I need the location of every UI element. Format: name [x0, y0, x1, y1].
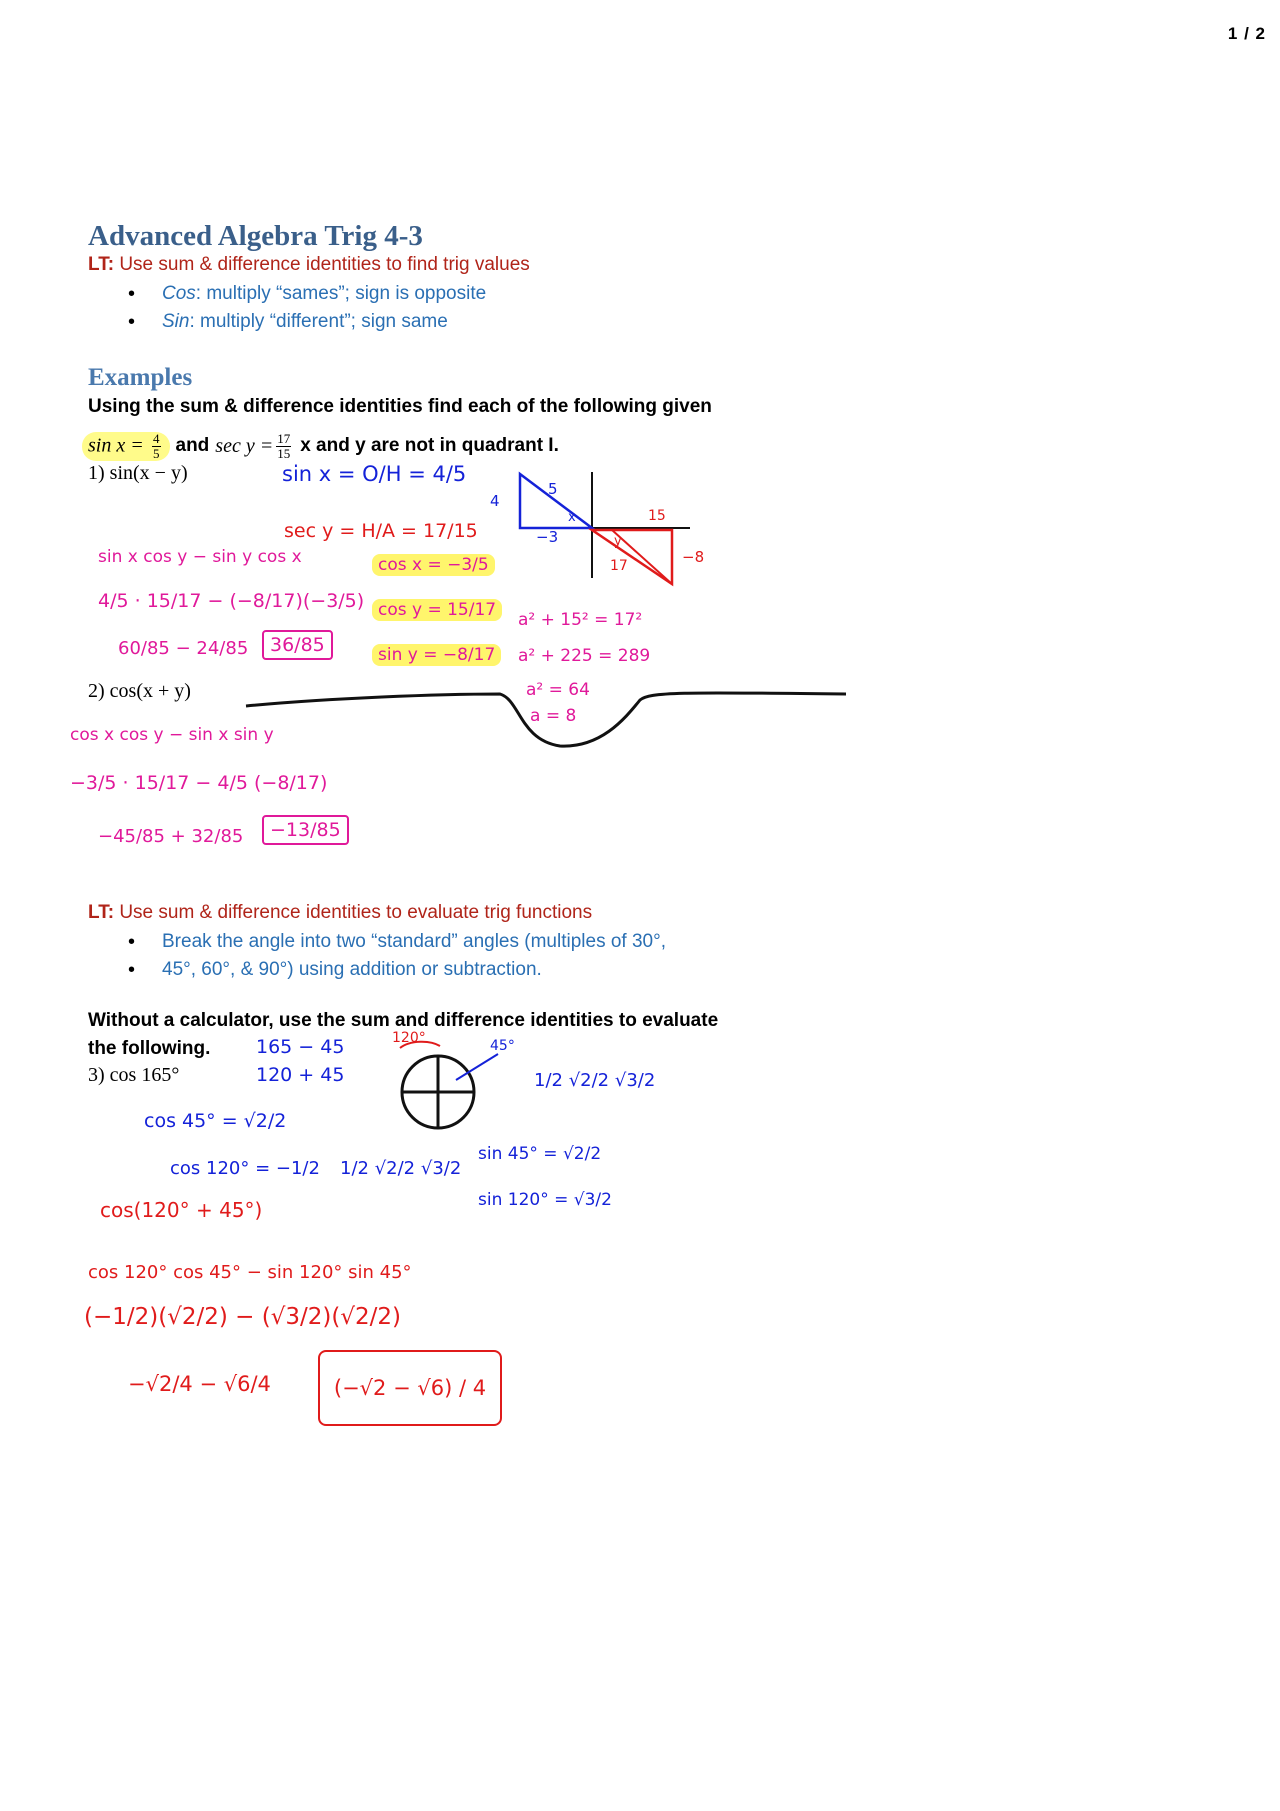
triangle-label-15: 15: [648, 508, 666, 524]
given-statement: sin x = $\frac{4}{5}$ and sec y = $\frac{17}{15}$ x and y are not in quadrant I.: [82, 428, 559, 464]
list-item: • Break the angle into two “standard” angles (multiples of 30°,: [128, 928, 666, 956]
red-reference-triangle: [592, 530, 672, 584]
hand-angle-120: 120°: [392, 1030, 426, 1046]
lt2-text: Use sum & difference identities to evaluate trig functions: [119, 902, 593, 923]
answer-3-box: (−√2 − √6) / 4: [318, 1350, 502, 1426]
hand-identity-2: cos x cos y − sin x sin y: [70, 725, 274, 745]
hand-sin120: sin 120° = √3/2: [478, 1190, 612, 1210]
divider-curve: [246, 693, 846, 746]
fraction: $\frac{4}{5}$: [153, 430, 160, 461]
answer-2-box: −13/85: [262, 815, 349, 845]
angle-120-arc: [400, 1042, 440, 1048]
answer-1-box: 36/85: [262, 630, 333, 660]
hand-cos120: cos 120° = −1/2: [170, 1158, 320, 1179]
hand-pyth-1: a² + 15² = 17²: [518, 610, 643, 630]
hand-sub-3b: −√2/4 − √6/4: [128, 1372, 271, 1396]
fraction: $\frac{17}{15}$: [277, 430, 291, 461]
given-highlight: sin x = $\frac{4}{5}$: [82, 432, 170, 461]
hand-sub-3: (−1/2)(√2/2) − (√3/2)(√2/2): [84, 1304, 401, 1330]
calc-intro-line-2: the following.: [88, 1038, 211, 1059]
examples-heading: Examples: [88, 364, 193, 391]
triangle-label-5: 5: [548, 480, 558, 498]
triangle-label-minus3: −3: [536, 528, 559, 546]
hand-sub-2b: −45/85 + 32/85: [98, 826, 244, 847]
unit-circle: [402, 1056, 474, 1128]
lt1-label: LT:: [88, 254, 115, 275]
problem-3: 3) cos 165°: [88, 1064, 180, 1086]
hand-pyth-2: a² + 225 = 289: [518, 646, 651, 666]
hand-cos45: cos 45° = √2/2: [144, 1110, 287, 1132]
hand-split-1: 165 − 45: [256, 1036, 345, 1058]
hand-pyth-3: a² = 64: [526, 680, 590, 700]
hand-secy: sec y = H/A = 17/15: [284, 520, 478, 542]
hand-sinx: sin x = O/H = 4/5: [282, 462, 467, 486]
blue-reference-triangle: [520, 474, 592, 528]
hand-identity-1: sin x cos y − sin y cos x: [98, 547, 302, 567]
triangle-label-minus8: −8: [682, 548, 705, 566]
triangle-label-17: 17: [610, 558, 628, 574]
triangle-label-y: y: [614, 534, 622, 549]
hand-ref-values-2: 1/2 √2/2 √3/2: [340, 1158, 462, 1179]
problem-2: 2) cos(x + y): [88, 680, 191, 702]
red-triangle-edge: [612, 530, 672, 584]
hand-sin45: sin 45° = √2/2: [478, 1144, 602, 1164]
rule-key: Cos: [162, 283, 196, 304]
hand-split-2: 120 + 45: [256, 1064, 345, 1086]
hand-siny: sin y = −8/17: [372, 645, 501, 665]
hand-pyth-4: a = 8: [530, 706, 577, 726]
lt1-text: Use sum & difference identities to find trig values: [119, 254, 530, 275]
lt2-label: LT:: [88, 902, 115, 923]
hand-ref-values: 1/2 √2/2 √3/2: [534, 1070, 656, 1091]
quadrant-axes: [532, 472, 690, 578]
examples-intro: Using the sum & difference identities find each of the following given: [88, 396, 712, 417]
triangle-label-4: 4: [490, 492, 500, 510]
list-item: • Cos: multiply “sames”; sign is opposite: [128, 280, 486, 308]
hand-cosx: cos x = −3/5: [372, 555, 495, 575]
triangle-label-x: x: [568, 510, 576, 525]
hand-angle-45: 45°: [490, 1038, 515, 1054]
page-number: 1 / 2: [1227, 24, 1266, 43]
rule-key: Sin: [162, 311, 190, 332]
hand-cosy: cos y = 15/17: [372, 600, 502, 620]
calc-intro-line-1: Without a calculator, use the sum and difference identities to evaluate: [88, 1010, 719, 1031]
list-item: • Sin: multiply “different”; sign same: [128, 308, 486, 336]
hand-cos-sum: cos(120° + 45°): [100, 1198, 263, 1222]
problem-1: 1) sin(x − y): [88, 462, 188, 484]
page-title: Advanced Algebra Trig 4-3: [88, 220, 423, 252]
hand-identity-3: cos 120° cos 45° − sin 120° sin 45°: [88, 1262, 412, 1283]
hand-sub-1b: 60/85 − 24/85: [118, 638, 249, 659]
hand-sub-1: 4/5 · 15/17 − (−8/17)(−3/5): [98, 590, 365, 612]
list-item: • 45°, 60°, & 90°) using addition or subtraction.: [128, 956, 666, 984]
hand-sub-2: −3/5 · 15/17 − 4/5 (−8/17): [70, 772, 328, 794]
